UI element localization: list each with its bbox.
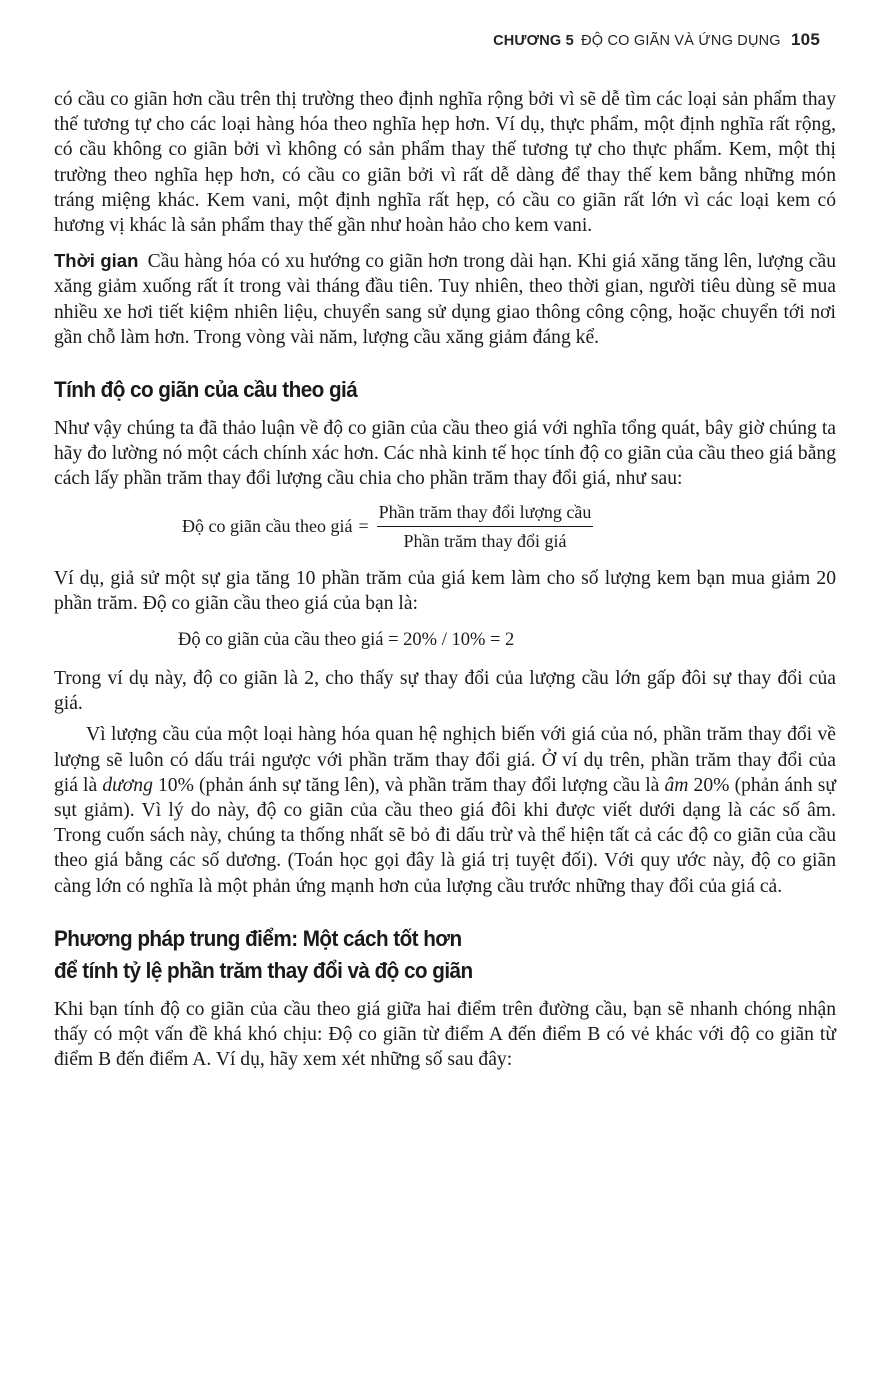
section-heading-midpoint-line2: để tính tỷ lệ phần trăm thay đổi và độ co giãn	[54, 957, 473, 983]
page-number: 105	[791, 30, 820, 49]
elasticity-formula	[182, 502, 836, 552]
paragraph-absolute-value	[54, 722, 836, 898]
chapter-label: CHƯƠNG 5	[493, 33, 574, 49]
emphasis-negative: âm	[664, 774, 689, 796]
chapter-title: ĐỘ CO GIÃN VÀ ỨNG DỤNG	[581, 33, 781, 49]
runin-heading-time: Thời gian	[54, 250, 139, 272]
emphasis-positive: dương	[102, 774, 153, 796]
paragraph-time-text: Cầu hàng hóa có xu hướng co giãn hơn trong dài hạn. Khi giá xăng tăng lên, lượng cầu xăng giảm xuống rất ít trong vài tháng đầu tiên. Tuy nhiên, theo thời gian, người tiêu dùng sẽ mua nhiều xe hơi tiết kiệm nhiên liệu, chuyển sang sử dụng giao thông công cộng, hoặc chuyển tới nơi gần chỗ làm hơn. Trong vòng vài năm, lượng cầu xăng giảm đáng kể.	[54, 251, 836, 348]
paragraph-substitutes: có cầu co giãn hơn cầu trên thị trường theo định nghĩa rộng bởi vì sẽ dễ tìm các loại sản phẩm thay thế tương tự cho các loại hàng hóa theo nghĩa hẹp hơn. Ví dụ, thực phẩm, một định nghĩa rất rộng, có cầu không co giãn bởi vì không có sản phẩm thay thế tương tự cho thực phẩm. Kem, một thị trường theo nghĩa hẹp hơn, có cầu co giãn bởi vì rất dễ dàng để thay thế kem bằng những món tráng miệng khác. Kem vani, một định nghĩa rất hẹp, có cầu co giãn rất lớn vì các loại kem có hương vị khác là sản phẩm thay thế gần như hoàn hảo cho kem vani.	[54, 89, 836, 237]
section-heading-price-elasticity: Tính độ co giãn của cầu theo giá	[54, 377, 358, 403]
formula-fraction	[377, 502, 594, 552]
example-calculation: Độ co giãn của cầu theo giá = 20% / 10% = 2	[178, 630, 515, 651]
running-header	[493, 30, 820, 50]
absolute-value-text-c: 20% (phản ánh sự sụt giảm). Vì lý do này, độ co giãn của cầu theo giá đôi khi được viết dưới dạng là các số âm. Trong cuốn sách này, chúng ta thống nhất sẽ bỏ đi dấu trừ và thể hiện tất cả các độ co giãn của cầu theo giá bằng các số dương. (Toán học gọi đây là giá trị tuyệt đối). Với quy ước này, độ co giãn càng lớn có nghĩa là một phản ứng mạnh hơn của lượng cầu trước những thay đổi của giá cả.	[54, 774, 836, 897]
formula-numerator: Phần trăm thay đổi lượng cầu	[377, 502, 594, 527]
absolute-value-text-a: Vì lượng cầu của một loại hàng hóa quan hệ nghịch biến với giá của nó, phần trăm thay đổi về lượng sẽ luôn có dấu trái ngược với phần trăm thay đổi giá. Ở ví dụ trên, phần trăm thay đổi của giá là	[54, 724, 836, 796]
formula-lhs: Độ co giãn cầu theo giá	[182, 516, 353, 537]
paragraph-example-result: Trong ví dụ này, độ co giãn là 2, cho thấy sự thay đổi của lượng cầu lớn gấp đôi sự thay đổi của giá.	[54, 668, 836, 715]
paragraph-definition: Như vậy chúng ta đã thảo luận về độ co giãn của cầu theo giá với nghĩa tổng quát, bây giờ chúng ta hãy đo lường nó một cách chính xác hơn. Các nhà kinh tế học tính độ co giãn của cầu theo giá bằng cách lấy phần trăm thay đổi lượng cầu chia cho phần trăm thay đổi giá, như sau:	[54, 418, 836, 490]
paragraph-time-horizon	[54, 248, 836, 350]
page-body	[54, 87, 836, 1072]
paragraph-midpoint-intro: Khi bạn tính độ co giãn của cầu theo giá giữa hai điểm trên đường cầu, bạn sẽ nhanh chóng nhận thấy có một vấn đề khá khó chịu: Độ co giãn từ điểm A đến điểm B có vẻ khác với độ co giãn từ điểm B đến điểm A. Ví dụ, hãy xem xét những số sau đây:	[54, 998, 836, 1071]
formula-equals: =	[358, 516, 369, 537]
section-heading-midpoint-line1: Phương pháp trung điểm: Một cách tốt hơn	[54, 925, 462, 951]
formula-denominator: Phần trăm thay đổi giá	[403, 530, 567, 551]
paragraph-example: Ví dụ, giả sử một sự gia tăng 10 phần trăm của giá kem làm cho số lượng kem bạn mua giảm 20 phần trăm. Độ co giãn cầu theo giá của bạn là:	[54, 567, 836, 614]
absolute-value-text-b: 10% (phản ánh sự tăng lên), và phần trăm thay đổi lượng cầu là	[152, 774, 665, 796]
